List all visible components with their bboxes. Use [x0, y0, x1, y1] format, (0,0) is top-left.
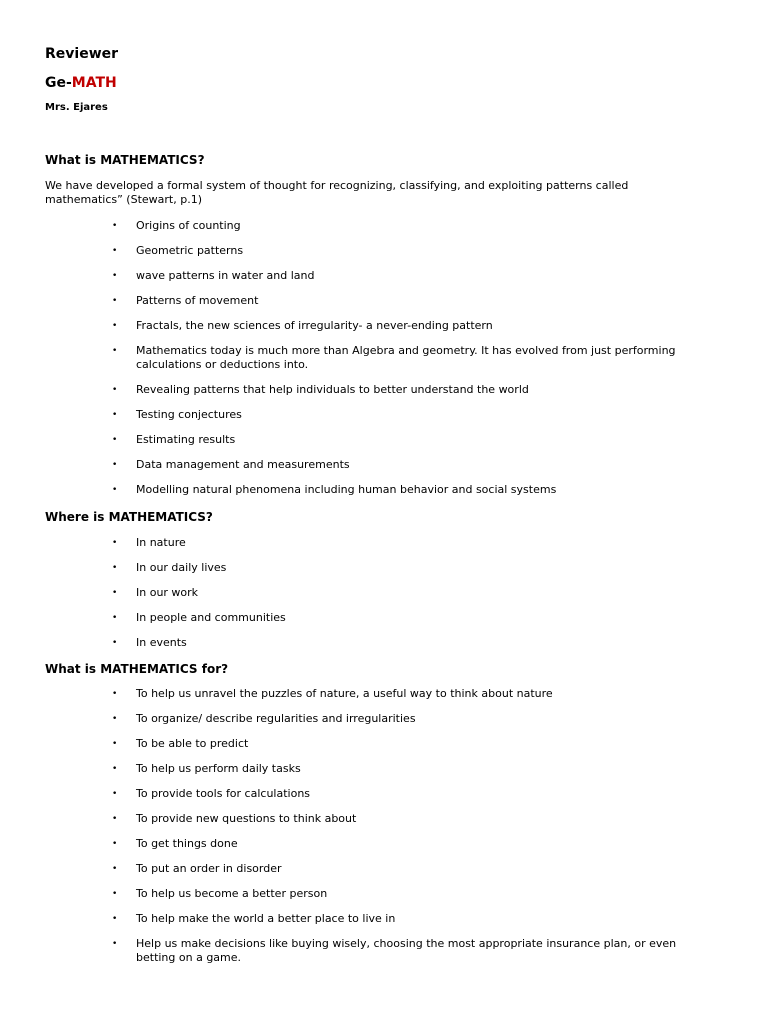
bullet-list-what-for [45, 687, 725, 976]
list-item: • To be able to predict [45, 737, 725, 751]
list-item: • Origins of counting [45, 219, 725, 233]
document-title: Reviewer [45, 46, 119, 62]
section-heading-what-for: What is MATHEMATICS for? [45, 662, 229, 676]
list-item: • In events [45, 636, 725, 650]
section-heading-what-is: What is MATHEMATICS? [45, 153, 205, 167]
list-item: • Data management and measurements [45, 458, 725, 472]
list-item: • Modelling natural phenomena including human behavior and social systems [45, 483, 725, 497]
list-item: • In nature [45, 536, 725, 550]
course-title [45, 74, 117, 92]
list-item: • To help us perform daily tasks [45, 762, 725, 776]
list-item: • In our work [45, 586, 725, 600]
list-item: • To help us become a better person [45, 887, 725, 901]
list-item: • To get things done [45, 837, 725, 851]
teacher-name: Mrs. Ejares [45, 102, 108, 113]
list-item: • To provide tools for calculations [45, 787, 725, 801]
list-item: • Revealing patterns that help individuals to better understand the world [45, 383, 725, 397]
list-item: • Patterns of movement [45, 294, 725, 308]
list-item: • To provide new questions to think about [45, 812, 725, 826]
list-item: • Mathematics today is much more than Algebra and geometry. It has evolved from just performing calculations or deductions into. [45, 344, 725, 372]
list-item: • In our daily lives [45, 561, 725, 575]
list-item: • Testing conjectures [45, 408, 725, 422]
list-item: • Estimating results [45, 433, 725, 447]
list-item: • To help us unravel the puzzles of nature, a useful way to think about nature [45, 687, 725, 701]
list-item: • To help make the world a better place to live in [45, 912, 725, 926]
course-accent: MATH [71, 75, 117, 91]
list-item: • Help us make decisions like buying wisely, choosing the most appropriate insurance plan, or even betting on a game. [45, 937, 725, 965]
bullet-list-what-is [45, 219, 725, 508]
course-prefix: Ge- [45, 75, 72, 91]
list-item: • In people and communities [45, 611, 725, 625]
list-item: • To put an order in disorder [45, 862, 725, 876]
list-item: • wave patterns in water and land [45, 269, 725, 283]
bullet-list-where-is [45, 536, 725, 661]
section-paragraph: We have developed a formal system of thought for recognizing, classifying, and exploiting patterns called mathematics” (Stewart, p.1) [45, 179, 629, 206]
list-item: • Geometric patterns [45, 244, 725, 258]
section-heading-where-is: Where is MATHEMATICS? [45, 510, 213, 524]
list-item: • Fractals, the new sciences of irregularity- a never-ending pattern [45, 319, 725, 333]
list-item: • To organize/ describe regularities and irregularities [45, 712, 725, 726]
